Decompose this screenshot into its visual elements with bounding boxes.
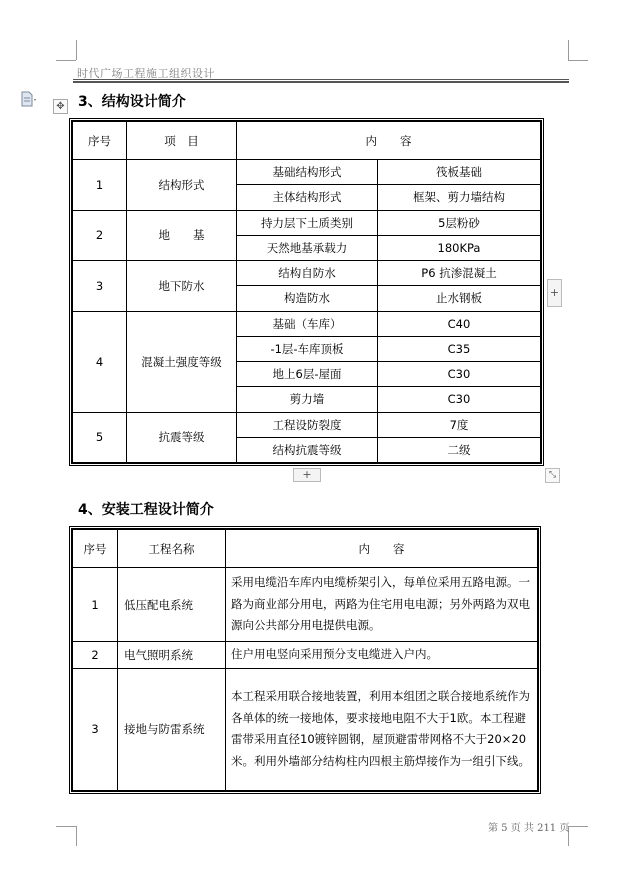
row-item: 结构形式 xyxy=(127,160,237,211)
add-row-plus-icon[interactable]: + xyxy=(293,468,321,482)
row-no: 2 xyxy=(73,210,127,261)
sub-name: 主体结构形式 xyxy=(237,185,378,210)
col-header-content: 内 容 xyxy=(237,122,541,160)
sub-name: 工程设防裂度 xyxy=(237,412,378,437)
crop-mark-top-left-v xyxy=(76,40,77,60)
row-content: 采用电缆沿车库内电缆桥架引入，每单位采用五路电源。一路为商业部分用电，两路为住宅用电电源；另外两路为双电源向公共部分用电提供电源。 xyxy=(226,568,538,642)
sub-value: C30 xyxy=(378,387,541,412)
structure-design-table xyxy=(69,118,544,466)
row-no: 3 xyxy=(73,668,118,791)
sub-value: C30 xyxy=(378,362,541,387)
row-item: 地下防水 xyxy=(127,261,237,312)
row-project-name: 低压配电系统 xyxy=(118,568,226,642)
row-item: 抗震等级 xyxy=(127,412,237,463)
page-number-footer: 第 5 页 共 211 页 xyxy=(488,823,570,834)
page-header-title: 时代广场工程施工组织设计 xyxy=(77,67,215,80)
sub-value: 框架、剪力墙结构 xyxy=(378,185,541,210)
crop-mark-bottom-left-v xyxy=(76,826,77,846)
sub-value: C35 xyxy=(378,336,541,361)
sub-value: P6 抗渗混凝土 xyxy=(378,261,541,286)
sub-name: 剪力墙 xyxy=(237,387,378,412)
col-header-no: 序号 xyxy=(73,530,118,568)
sub-name: 结构自防水 xyxy=(237,261,378,286)
sub-name: 地上6层-屋面 xyxy=(237,362,378,387)
sub-value: C40 xyxy=(378,311,541,336)
crop-mark-top-right-v xyxy=(568,40,569,60)
sub-name: 结构抗震等级 xyxy=(237,437,378,462)
col-header-content: 内 容 xyxy=(226,530,538,568)
header-rule-thick xyxy=(73,81,569,83)
sub-name: 基础（车库） xyxy=(237,311,378,336)
sub-value: 筏板基础 xyxy=(378,160,541,185)
col-header-item: 项 目 xyxy=(127,122,237,160)
section-4-heading: 4、安装工程设计简介 xyxy=(78,502,214,518)
sub-name: 基础结构形式 xyxy=(237,160,378,185)
row-item: 地 基 xyxy=(127,210,237,261)
row-project-name: 接地与防雷系统 xyxy=(118,668,226,791)
document-icon[interactable] xyxy=(20,91,38,107)
row-project-name: 电气照明系统 xyxy=(118,642,226,669)
crop-mark-top-right-h xyxy=(568,60,588,61)
table-move-handle-icon[interactable]: ✥ xyxy=(53,99,68,114)
sub-value: 7度 xyxy=(378,412,541,437)
header-rule-thin xyxy=(73,79,569,80)
sub-value: 二级 xyxy=(378,437,541,462)
sub-value: 止水钢板 xyxy=(378,286,541,311)
crop-mark-bottom-left-h xyxy=(56,826,76,827)
row-content: 住户用电竖向采用预分支电缆进入户内。 xyxy=(226,642,538,669)
sub-value: 5层粉砂 xyxy=(378,210,541,235)
row-no: 1 xyxy=(73,160,127,211)
row-item: 混凝土强度等级 xyxy=(127,311,237,412)
col-header-name: 工程名称 xyxy=(118,530,226,568)
row-no: 4 xyxy=(73,311,127,412)
row-no: 2 xyxy=(73,642,118,669)
crop-mark-top-left-h xyxy=(56,60,76,61)
row-no: 5 xyxy=(73,412,127,463)
table-resize-icon[interactable]: ⤡ xyxy=(545,468,560,483)
col-header-no: 序号 xyxy=(73,122,127,160)
sub-value: 180KPa xyxy=(378,235,541,260)
sub-name: -1层-车库顶板 xyxy=(237,336,378,361)
row-no: 3 xyxy=(73,261,127,312)
sub-name: 天然地基承载力 xyxy=(237,235,378,260)
sub-name: 持力层下土质类别 xyxy=(237,210,378,235)
installation-design-table xyxy=(69,526,541,794)
section-3-heading: 3、结构设计简介 xyxy=(78,94,186,110)
row-content: 本工程采用联合接地装置，利用本组团之联合接地系统作为各单体的统一接地体，要求接地电阻不大于1欧。本工程避雷带采用直径10镀锌圆钢，屋顶避雷带网格不大于20×20米。利用外墙部分结构柱内四根主筋焊接作为一组引下线。 xyxy=(226,668,538,791)
sub-name: 构造防水 xyxy=(237,286,378,311)
crop-mark-bottom-right-h xyxy=(568,826,588,827)
row-no: 1 xyxy=(73,568,118,642)
add-column-plus-icon[interactable]: + xyxy=(547,279,562,307)
